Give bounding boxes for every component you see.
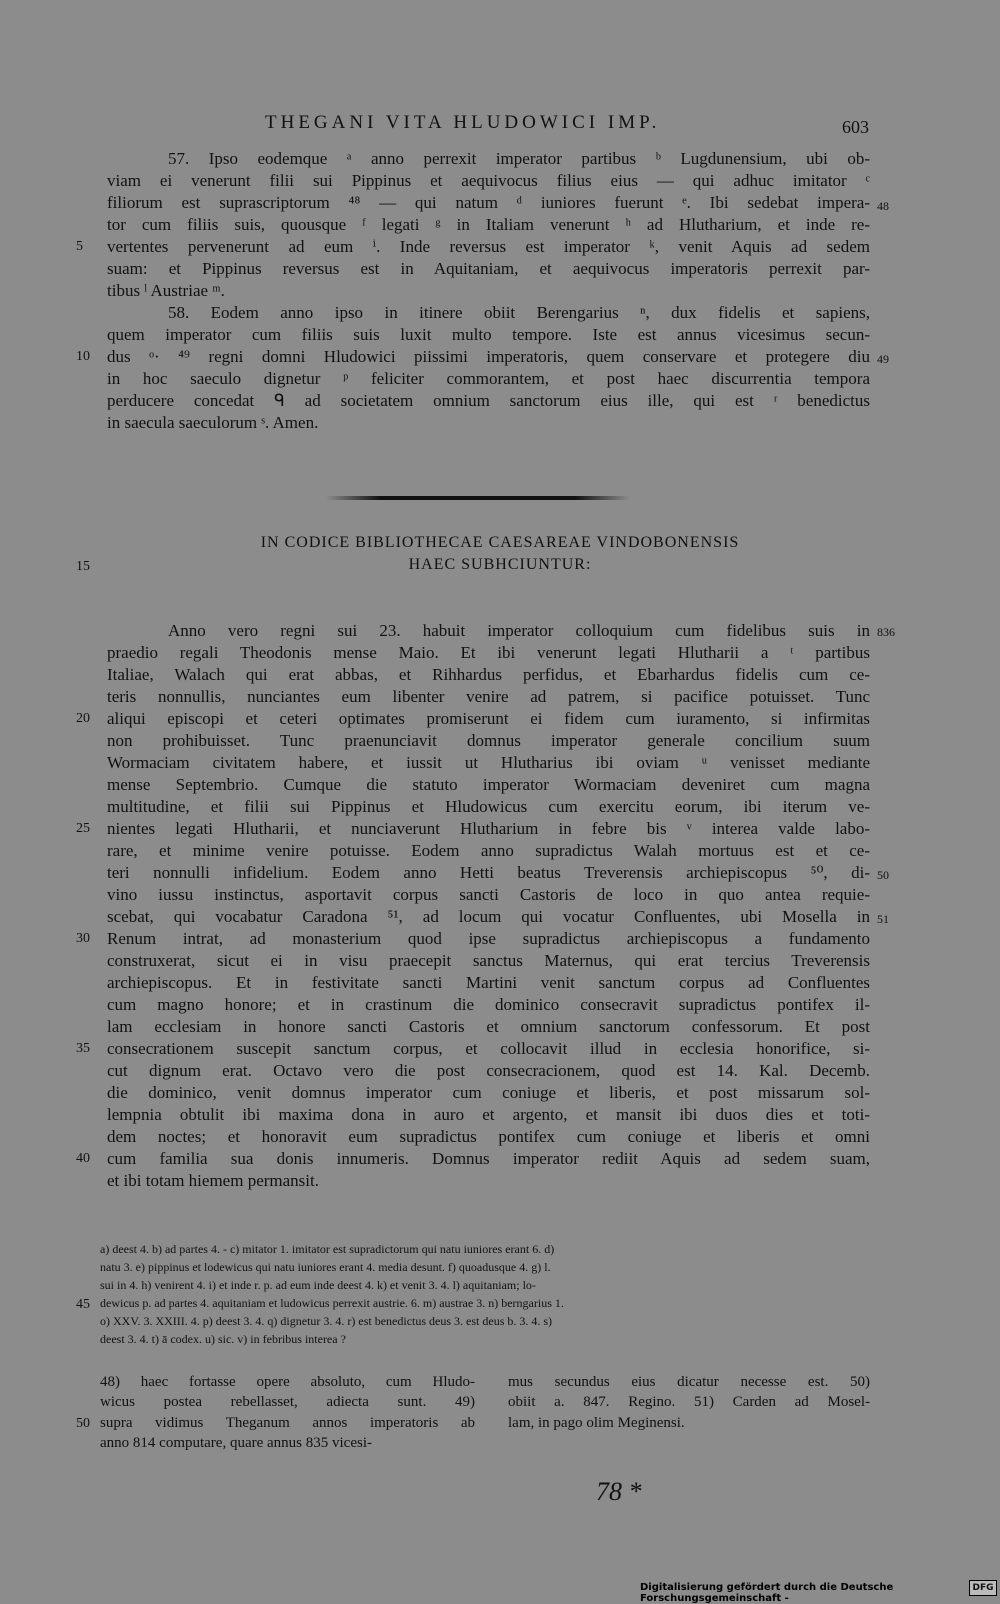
line-number: 5 — [76, 239, 83, 254]
footnote-line: sui in 4. h) venirent 4. i) et inde r. p. ad eum inde deest 4. k) et venit 3. 4. l) aquitaniam; lo- — [100, 1278, 536, 1292]
footnote-line: o) XXV. 3. XXIII. 4. p) deest 3. 4. q) dignetur 3. 4. r) est benedictus deus 3. est deus b. 3. 4. s) — [100, 1314, 553, 1328]
note-line: lam, in pago olim Meginensi. — [508, 1415, 685, 1431]
margin-year: 836 — [877, 625, 895, 639]
body-line: tor cum filiis suis, quousque ᶠ legati ᵍ in Italiam venerunt ʰ ad Hlutharium, et inde re- — [107, 215, 870, 234]
running-head: THEGANI VITA HLUDOWICI IMP. — [265, 112, 661, 133]
line-number: 50 — [76, 1416, 90, 1431]
body-line: vertentes pervenerunt ad eum ⁱ. Inde reversus est imperator ᵏ, venit Aquis ad sedem — [107, 237, 870, 256]
page-number: 603 — [842, 117, 869, 137]
appendix-line: archiepiscopus. Et in festivitate sancti Martini venit sanctum corpus ad Confluentes — [107, 973, 870, 992]
body-line: in hoc saeculo dignetur ᵖ feliciter commorantem, et post haec discurrentia tempora — [107, 369, 870, 388]
appendix-line: scebat, qui vocabatur Caradona ⁵¹, ad locum qui vocatur Confluentes, ubi Mosella in — [107, 907, 870, 926]
appendix-line: lempnia obtulit ibi maxima dona in auro et argento, et mansit ibi duos dies et toti- — [107, 1105, 870, 1124]
appendix-line: nientes legati Hlutharii, et nunciaverunt Hlutharium in febre bis ᵛ interea valde labo- — [107, 819, 870, 838]
appendix-line: lam ecclesiam in honore sancti Castoris et omnium sanctorum confessorum. Et post — [107, 1017, 870, 1036]
body-line: 57. Ipso eodemque ᵃ anno perrexit imperator partibus ᵇ Lugdunensium, ubi ob- — [168, 149, 870, 168]
ornamental-rule — [326, 496, 630, 500]
line-number: 15 — [76, 559, 90, 574]
footnote-line: dewicus p. ad partes 4. aquitaniam et ludowicus perrexit austrie. 6. m) austrae 3. n) berngarius 1. — [100, 1296, 564, 1310]
body-line: quem imperator cum filiis suis luxit multo tempore. Iste est annus vicesimus secun- — [107, 325, 870, 344]
body-line: suam: et Pippinus reversus est in Aquitaniam, et aequivocus imperatoris perrexit par- — [107, 259, 870, 278]
body-line: filiorum est suprascriptorum ⁴⁸ — qui natum ᵈ iuniores fuerunt ᵉ. Ibi sedebat impera- — [107, 193, 870, 212]
appendix-line: teris nonnullis, nunciantes eum libenter venire ad patrem, si pacifice potuisset. Tunc — [107, 687, 870, 706]
appendix-line: vino iussu instinctus, asportavit corpus sancti Castoris de loco in quo antea requie- — [107, 885, 870, 904]
body-line: tibus ˡ Austriae ᵐ. — [107, 281, 225, 300]
body-line: dus ᵒ· ⁴⁹ regni domni Hludowici piissimi imperatoris, quem conservare et protegere diu — [107, 347, 870, 366]
section-heading: IN CODICE BIBLIOTHECAE CAESAREAE VINDOBONENSIS — [260, 534, 740, 551]
appendix-line: consecrationem suscepit sanctum corpus, et collocavit illud in ecclesia honorifice, si- — [107, 1039, 870, 1058]
body-line: in saecula saeculorum ˢ. Amen. — [107, 413, 319, 432]
digitization-credit: Digitalisierung gefördert durch die Deutsche Forschungsgemeinschaft - — [640, 1582, 894, 1604]
line-number: 40 — [76, 1151, 90, 1166]
note-line: wicus postea rebellasset, adiecta sunt. 49) — [100, 1394, 475, 1410]
line-number: 10 — [76, 349, 90, 364]
appendix-line: cum familia sua donis innumeris. Domnus imperator rediit Aquis ad sedem suam, — [107, 1149, 870, 1168]
note-line: 48) haec fortasse opere absoluto, cum Hludo- — [100, 1374, 475, 1390]
footnote-line: deest 3. 4. t) ā codex. u) sic. v) in febribus interea ? — [100, 1332, 346, 1346]
margin-note-number: 49 — [877, 352, 889, 366]
body-line: 58. Eodem anno ipso in itinere obiit Berengarius ⁿ, dux fidelis et sapiens, — [168, 303, 870, 322]
line-number: 25 — [76, 821, 90, 836]
appendix-line: Renum intrat, ad monasterium quod ipse supradictus archiepiscopus a fundamento — [107, 929, 870, 948]
appendix-line: teri nonnulli infidelium. Eodem anno Hetti beatus Treverensis archiepiscopus ⁵⁰, di- — [107, 863, 870, 882]
footnote-line: a) deest 4. b) ad partes 4. - c) mitator 1. imitator est supradictorum qui natu iuniores erant 6. d) — [100, 1242, 555, 1256]
line-number: 45 — [76, 1297, 90, 1312]
appendix-line: mense Septembrio. Cumque die statuto imperator Wormaciam deveniret cum magna — [107, 775, 870, 794]
appendix-line: praedio regali Theodonis mense Maio. Et ibi venerunt legati Hlutharii a ᵗ partibus — [107, 643, 870, 662]
note-line: supra vidimus Theganum annos imperatoris ab — [100, 1415, 475, 1431]
signature-mark: 78 * — [596, 1477, 642, 1506]
line-number: 35 — [76, 1041, 90, 1056]
appendix-line: Italiae, Walach qui erat abbas, et Rihhardus perfidus, et Ebarhardus fidelis cum ce- — [107, 665, 870, 684]
note-line: anno 814 computare, quare annus 835 vicesi- — [100, 1435, 372, 1451]
dfg-logo: DFG — [969, 1580, 997, 1596]
appendix-line: die dominico, venit domnus imperator cum coniuge et liberis, et post missarum sol- — [107, 1083, 870, 1102]
appendix-line: Wormaciam civitatem habere, et iussit ut Hlutharius ibi oviam ᵘ venisset mediante — [107, 753, 870, 772]
appendix-line: Anno vero regni sui 23. habuit imperator colloquium cum fidelibus suis in — [168, 621, 870, 640]
line-number: 20 — [76, 711, 90, 726]
margin-note-number: 50 — [877, 868, 889, 882]
appendix-line: cum magno honore; et in crastinum die dominico consecravit supradictus pontifex il- — [107, 995, 870, 1014]
body-line: viam ei venerunt filii sui Pippinus et aequivocus filius eius — qui adhuc imitator ᶜ — [107, 171, 870, 190]
appendix-line: et ibi totam hiemem permansit. — [107, 1171, 319, 1190]
appendix-line: construxerat, sicut ei in visu praecepit sanctus Maternus, qui erat tercius Treverensis — [107, 951, 870, 970]
margin-note-number: 51 — [877, 912, 889, 926]
appendix-line: aliqui episcopi et ceteri optimates promiserunt ei fidem cum iuramento, si infirmitas — [107, 709, 870, 728]
margin-note-number: 48 — [877, 199, 889, 213]
appendix-line: non prohibuisset. Tunc praenunciavit domnus imperator generale concilium suum — [107, 731, 870, 750]
appendix-line: rare, et minime venire potuisse. Eodem anno supradictus Walah mortuus est et ce- — [107, 841, 870, 860]
appendix-line: cut dignum erat. Octavo vero die post consecracionem, quod est 14. Kal. Decemb. — [107, 1061, 870, 1080]
appendix-line: dem noctes; et honoravit eum supradictus pontifex cum coniuge et liberis et omni — [107, 1127, 870, 1146]
footnote-line: natu 3. e) pippinus et lodewicus qui natu iuniores erant 4. media desunt. f) quoadusque 4. g) l. — [100, 1260, 551, 1274]
body-line: perducere concedat ᑫ ad societatem omnium sanctorum eius ille, qui est ʳ benedictus — [107, 391, 870, 410]
note-line: mus secundus eius dicatur necesse est. 50) — [508, 1374, 870, 1390]
section-heading: HAEC SUBHCIUNTUR: — [408, 556, 592, 573]
note-line: obiit a. 847. Regino. 51) Carden ad Mosel- — [508, 1394, 870, 1410]
appendix-line: multitudine, et filii sui Pippinus et Hludowicus cum exercitu eorum, ibi iterum ve- — [107, 797, 870, 816]
line-number: 30 — [76, 931, 90, 946]
